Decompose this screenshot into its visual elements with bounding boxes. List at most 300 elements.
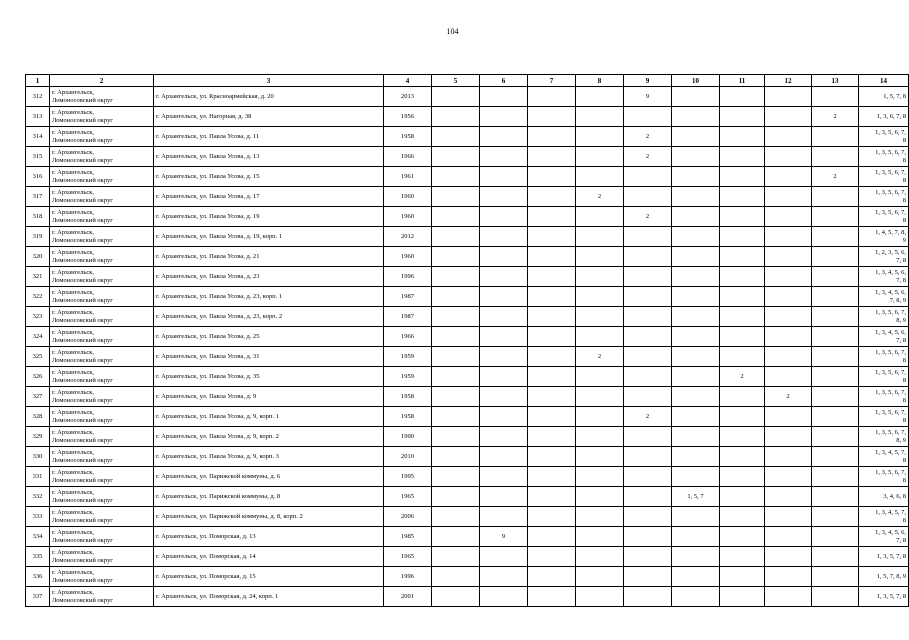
address-cell: г. Архангельск, ул. Павла Усова, д. 9, корп. 3 xyxy=(154,447,384,467)
district-cell xyxy=(50,547,154,567)
col5-cell xyxy=(432,147,480,167)
district-cell xyxy=(50,427,154,447)
year-cell: 2012 xyxy=(384,227,432,247)
col9-cell xyxy=(624,347,672,367)
district-okrug: Ломоносовский округ xyxy=(52,556,113,564)
district-okrug: Ломоносовский округ xyxy=(52,476,113,484)
col13-cell xyxy=(812,567,859,587)
row-number: 331 xyxy=(26,467,50,487)
col7-cell xyxy=(528,107,576,127)
col14-cell xyxy=(859,567,909,587)
col5-cell xyxy=(432,327,480,347)
district-okrug: Ломоносовский округ xyxy=(52,596,113,604)
col14-line2: 7, 8 xyxy=(896,256,906,264)
col7-cell xyxy=(528,547,576,567)
col9-cell: 9 xyxy=(624,87,672,107)
col14-line1: 1, 3, 4, 5, 6, xyxy=(875,268,906,276)
address-cell: г. Архангельск, ул. Парижской коммуны, д. 8, корп. 2 xyxy=(154,507,384,527)
col11-cell xyxy=(720,327,765,347)
table-row xyxy=(26,87,909,107)
col12-cell xyxy=(765,347,812,367)
col5-cell xyxy=(432,347,480,367)
col9-cell xyxy=(624,307,672,327)
row-number: 333 xyxy=(26,507,50,527)
table-row xyxy=(26,467,909,487)
column-header: 12 xyxy=(765,75,812,87)
col14-line1: 1, 3, 5, 6, 7, xyxy=(875,308,906,316)
col11-cell xyxy=(720,347,765,367)
col14-line2: 7, 8 xyxy=(896,536,906,544)
col11-cell xyxy=(720,227,765,247)
col13-cell xyxy=(812,487,859,507)
col12-cell xyxy=(765,547,812,567)
year-cell: 1966 xyxy=(384,147,432,167)
table-row xyxy=(26,387,909,407)
col10-cell xyxy=(672,447,720,467)
col9-cell: 2 xyxy=(624,147,672,167)
col13-cell xyxy=(812,367,859,387)
column-header: 3 xyxy=(154,75,384,87)
col13-cell xyxy=(812,227,859,247)
col8-cell xyxy=(576,267,624,287)
district-cell xyxy=(50,407,154,427)
col8-cell xyxy=(576,227,624,247)
district-city: г. Архангельск, xyxy=(52,208,94,216)
col14-line1: 1, 3, 5, 6, 7, xyxy=(875,368,906,376)
col9-cell xyxy=(624,487,672,507)
col13-cell xyxy=(812,407,859,427)
col13-cell xyxy=(812,87,859,107)
col7-cell xyxy=(528,187,576,207)
district-cell xyxy=(50,527,154,547)
col14-line1: 1, 3, 5, 6, 7, xyxy=(875,168,906,176)
district-city: г. Архангельск, xyxy=(52,468,94,476)
district-city: г. Архангельск, xyxy=(52,568,94,576)
col5-cell xyxy=(432,267,480,287)
row-number: 326 xyxy=(26,367,50,387)
col11-cell xyxy=(720,467,765,487)
col9-cell xyxy=(624,287,672,307)
table-row xyxy=(26,287,909,307)
address-cell: г. Архангельск, ул. Павла Усова, д. 25 xyxy=(154,327,384,347)
year-cell: 2010 xyxy=(384,447,432,467)
address-cell: г. Архангельск, ул. Павла Усова, д. 21 xyxy=(154,247,384,267)
col12-cell: 2 xyxy=(765,387,812,407)
col11-cell xyxy=(720,167,765,187)
col9-cell xyxy=(624,447,672,467)
row-number: 335 xyxy=(26,547,50,567)
col14-cell xyxy=(859,167,909,187)
table-row xyxy=(26,307,909,327)
col8-cell xyxy=(576,507,624,527)
col14-line2: 8 xyxy=(902,176,906,184)
col14-cell xyxy=(859,387,909,407)
table-row xyxy=(26,587,909,607)
table-row xyxy=(26,547,909,567)
col14-line2: 9 xyxy=(902,236,906,244)
district-okrug: Ломоносовский округ xyxy=(52,336,113,344)
table-row xyxy=(26,527,909,547)
col13-cell xyxy=(812,587,859,607)
year-cell: 1996 xyxy=(384,567,432,587)
col13-cell xyxy=(812,527,859,547)
col11-cell xyxy=(720,267,765,287)
col10-cell xyxy=(672,327,720,347)
district-city: г. Архангельск, xyxy=(52,88,94,96)
district-okrug: Ломоносовский округ xyxy=(52,256,113,264)
col9-cell xyxy=(624,227,672,247)
col11-cell xyxy=(720,147,765,167)
col8-cell xyxy=(576,487,624,507)
address-cell: г. Архангельск, ул. Павла Усова, д. 15 xyxy=(154,167,384,187)
col5-cell xyxy=(432,427,480,447)
col6-cell xyxy=(480,327,528,347)
address-cell: г. Архангельск, ул. Поморская, д. 24, корп. 1 xyxy=(154,587,384,607)
col8-cell xyxy=(576,127,624,147)
col13-cell xyxy=(812,327,859,347)
col6-cell xyxy=(480,427,528,447)
year-cell: 2001 xyxy=(384,587,432,607)
col13-cell xyxy=(812,447,859,467)
col12-cell xyxy=(765,327,812,347)
col11-cell xyxy=(720,107,765,127)
col10-cell xyxy=(672,507,720,527)
col14-line1: 1, 2, 3, 5, 6, xyxy=(875,248,906,256)
col14-line2: 8 xyxy=(902,156,906,164)
col14-cell xyxy=(859,187,909,207)
table-row xyxy=(26,427,909,447)
col14-line2: 8 xyxy=(902,376,906,384)
table-row xyxy=(26,147,909,167)
address-cell: г. Архангельск, ул. Павла Усова, д. 23, корп. 2 xyxy=(154,307,384,327)
col7-cell xyxy=(528,127,576,147)
district-cell xyxy=(50,307,154,327)
year-cell: 1987 xyxy=(384,287,432,307)
col9-cell xyxy=(624,587,672,607)
year-cell: 1996 xyxy=(384,267,432,287)
col10-cell xyxy=(672,467,720,487)
district-cell xyxy=(50,187,154,207)
col9-cell xyxy=(624,367,672,387)
col13-cell xyxy=(812,547,859,567)
column-header: 13 xyxy=(812,75,859,87)
col10-cell xyxy=(672,567,720,587)
col11-cell: 2 xyxy=(720,367,765,387)
year-cell: 1961 xyxy=(384,167,432,187)
col14-line2: 8 xyxy=(902,196,906,204)
district-city: г. Архангельск, xyxy=(52,448,94,456)
row-number: 330 xyxy=(26,447,50,467)
address-cell: г. Архангельск, ул. Павла Усова, д. 19, корп. 1 xyxy=(154,227,384,247)
district-okrug: Ломоносовский округ xyxy=(52,516,113,524)
col14-cell xyxy=(859,87,909,107)
col14-cell xyxy=(859,207,909,227)
table-row xyxy=(26,567,909,587)
col14-line1: 1, 3, 4, 5, 7, xyxy=(875,448,906,456)
col5-cell xyxy=(432,487,480,507)
col10-cell xyxy=(672,587,720,607)
col14-cell xyxy=(859,267,909,287)
column-header: 2 xyxy=(50,75,154,87)
col11-cell xyxy=(720,507,765,527)
col10-cell xyxy=(672,207,720,227)
column-header: 9 xyxy=(624,75,672,87)
column-header: 8 xyxy=(576,75,624,87)
col14-cell xyxy=(859,407,909,427)
column-header: 14 xyxy=(859,75,909,87)
col9-cell: 2 xyxy=(624,127,672,147)
col14-cell xyxy=(859,247,909,267)
col14-line1: 1, 4, 5, 7, 8, xyxy=(875,228,906,236)
row-number: 332 xyxy=(26,487,50,507)
col8-cell xyxy=(576,567,624,587)
district-city: г. Архангельск, xyxy=(52,188,94,196)
col14-line2: 8 xyxy=(902,476,906,484)
col7-cell xyxy=(528,327,576,347)
col10-cell xyxy=(672,267,720,287)
district-okrug: Ломоносовский округ xyxy=(52,96,113,104)
district-cell xyxy=(50,287,154,307)
district-cell xyxy=(50,367,154,387)
row-number: 324 xyxy=(26,327,50,347)
col10-cell xyxy=(672,527,720,547)
col14-cell xyxy=(859,467,909,487)
col9-cell xyxy=(624,187,672,207)
address-cell: г. Архангельск, ул. Поморская, д. 14 xyxy=(154,547,384,567)
address-cell: г. Архангельск, ул. Павла Усова, д. 13 xyxy=(154,147,384,167)
col14-cell xyxy=(859,507,909,527)
district-city: г. Архангельск, xyxy=(52,588,94,596)
col6-cell xyxy=(480,567,528,587)
table-row xyxy=(26,207,909,227)
col9-cell xyxy=(624,327,672,347)
col6-cell xyxy=(480,407,528,427)
col8-cell xyxy=(576,407,624,427)
col11-cell xyxy=(720,587,765,607)
district-okrug: Ломоносовский округ xyxy=(52,296,113,304)
col7-cell xyxy=(528,267,576,287)
col7-cell xyxy=(528,447,576,467)
district-okrug: Ломоносовский округ xyxy=(52,156,113,164)
col9-cell xyxy=(624,107,672,127)
col14-cell xyxy=(859,587,909,607)
col11-cell xyxy=(720,447,765,467)
table-row xyxy=(26,127,909,147)
col7-cell xyxy=(528,227,576,247)
year-cell: 1987 xyxy=(384,307,432,327)
col6-cell xyxy=(480,287,528,307)
col14-line2: 8, 9 xyxy=(896,316,906,324)
district-city: г. Архангельск, xyxy=(52,388,94,396)
district-cell xyxy=(50,587,154,607)
col14-cell xyxy=(859,127,909,147)
table-row xyxy=(26,407,909,427)
col10-cell xyxy=(672,247,720,267)
col8-cell: 2 xyxy=(576,187,624,207)
col13-cell xyxy=(812,147,859,167)
column-header: 6 xyxy=(480,75,528,87)
col6-cell: 9 xyxy=(480,527,528,547)
col8-cell xyxy=(576,147,624,167)
col10-cell xyxy=(672,127,720,147)
year-cell: 1960 xyxy=(384,187,432,207)
col14-cell xyxy=(859,287,909,307)
row-number: 319 xyxy=(26,227,50,247)
col14-line1: 1, 3, 5, 6, 7, xyxy=(875,388,906,396)
district-cell xyxy=(50,87,154,107)
year-cell: 1990 xyxy=(384,427,432,447)
table-row xyxy=(26,227,909,247)
year-cell: 1966 xyxy=(384,327,432,347)
col6-cell xyxy=(480,387,528,407)
col9-cell xyxy=(624,267,672,287)
col6-cell xyxy=(480,167,528,187)
col14-cell xyxy=(859,327,909,347)
table-row xyxy=(26,447,909,467)
address-cell: г. Архангельск, ул. Нагорная, д. 38 xyxy=(154,107,384,127)
district-cell xyxy=(50,247,154,267)
col14-line1: 1, 3, 5, 6, 7, xyxy=(875,468,906,476)
col11-cell xyxy=(720,527,765,547)
col10-cell: 1, 5, 7 xyxy=(672,487,720,507)
col6-cell xyxy=(480,147,528,167)
district-okrug: Ломоносовский округ xyxy=(52,136,113,144)
col9-cell xyxy=(624,167,672,187)
row-number: 312 xyxy=(26,87,50,107)
col5-cell xyxy=(432,167,480,187)
row-number: 336 xyxy=(26,567,50,587)
col6-cell xyxy=(480,247,528,267)
col13-cell xyxy=(812,207,859,227)
col12-cell xyxy=(765,507,812,527)
col8-cell xyxy=(576,247,624,267)
col6-cell xyxy=(480,547,528,567)
column-header: 5 xyxy=(432,75,480,87)
col5-cell xyxy=(432,527,480,547)
col7-cell xyxy=(528,387,576,407)
col14-line1: 1, 3, 5, 6, 7, xyxy=(875,348,906,356)
district-cell xyxy=(50,147,154,167)
address-cell: г. Архангельск, ул. Павла Усова, д. 23 xyxy=(154,267,384,287)
col11-cell xyxy=(720,87,765,107)
col13-cell xyxy=(812,187,859,207)
col7-cell xyxy=(528,347,576,367)
col14-line1: 1, 3, 5, 6, 7, xyxy=(875,128,906,136)
col13-cell xyxy=(812,247,859,267)
row-number: 334 xyxy=(26,527,50,547)
district-cell xyxy=(50,267,154,287)
col14-line2: 8 xyxy=(902,416,906,424)
col9-cell: 2 xyxy=(624,407,672,427)
district-okrug: Ломоносовский округ xyxy=(52,536,113,544)
col12-cell xyxy=(765,247,812,267)
col7-cell xyxy=(528,287,576,307)
col5-cell xyxy=(432,587,480,607)
district-cell xyxy=(50,207,154,227)
col11-cell xyxy=(720,427,765,447)
table-row xyxy=(26,367,909,387)
col10-cell xyxy=(672,387,720,407)
col7-cell xyxy=(528,167,576,187)
col12-cell xyxy=(765,447,812,467)
address-cell: г. Архангельск, ул. Павла Усова, д. 23, корп. 1 xyxy=(154,287,384,307)
col8-cell xyxy=(576,167,624,187)
col14-cell xyxy=(859,527,909,547)
col8-cell xyxy=(576,307,624,327)
table-body xyxy=(26,87,909,607)
page-number: 104 xyxy=(446,27,459,36)
district-okrug: Ломоносовский округ xyxy=(52,236,113,244)
row-number: 316 xyxy=(26,167,50,187)
col6-cell xyxy=(480,507,528,527)
year-cell: 1958 xyxy=(384,387,432,407)
district-city: г. Архангельск, xyxy=(52,148,94,156)
col6-cell xyxy=(480,87,528,107)
year-cell: 2006 xyxy=(384,507,432,527)
col5-cell xyxy=(432,567,480,587)
column-header: 7 xyxy=(528,75,576,87)
col8-cell: 2 xyxy=(576,347,624,367)
col14-cell xyxy=(859,147,909,167)
header-row xyxy=(26,75,909,87)
col5-cell xyxy=(432,547,480,567)
col7-cell xyxy=(528,487,576,507)
col12-cell xyxy=(765,367,812,387)
district-city: г. Архангельск, xyxy=(52,248,94,256)
col7-cell xyxy=(528,87,576,107)
col5-cell xyxy=(432,107,480,127)
col8-cell xyxy=(576,427,624,447)
col11-cell xyxy=(720,247,765,267)
col6-cell xyxy=(480,587,528,607)
col7-cell xyxy=(528,367,576,387)
table-row xyxy=(26,187,909,207)
col5-cell xyxy=(432,207,480,227)
col8-cell xyxy=(576,387,624,407)
district-okrug: Ломоносовский округ xyxy=(52,196,113,204)
row-number: 328 xyxy=(26,407,50,427)
row-number: 320 xyxy=(26,247,50,267)
col12-cell xyxy=(765,487,812,507)
district-city: г. Архангельск, xyxy=(52,368,94,376)
col12-cell xyxy=(765,267,812,287)
col14-line1: 1, 5, 7, 8, 9 xyxy=(876,572,906,580)
col14-line1: 1, 3, 5, 6, 7, xyxy=(875,208,906,216)
col12-cell xyxy=(765,407,812,427)
col5-cell xyxy=(432,227,480,247)
col9-cell xyxy=(624,527,672,547)
year-cell: 2013 xyxy=(384,87,432,107)
row-number: 337 xyxy=(26,587,50,607)
col14-cell xyxy=(859,547,909,567)
district-cell xyxy=(50,227,154,247)
row-number: 325 xyxy=(26,347,50,367)
address-cell: г. Архангельск, ул. Павла Усова, д. 35 xyxy=(154,367,384,387)
district-city: г. Архангельск, xyxy=(52,508,94,516)
address-cell: г. Архангельск, ул. Павла Усова, д. 11 xyxy=(154,127,384,147)
year-cell: 1985 xyxy=(384,527,432,547)
col7-cell xyxy=(528,527,576,547)
col7-cell xyxy=(528,467,576,487)
row-number: 313 xyxy=(26,107,50,127)
col7-cell xyxy=(528,207,576,227)
col11-cell xyxy=(720,547,765,567)
col14-line1: 1, 3, 5, 7, 8 xyxy=(876,592,906,600)
col10-cell xyxy=(672,427,720,447)
district-cell xyxy=(50,447,154,467)
row-number: 318 xyxy=(26,207,50,227)
column-header: 10 xyxy=(672,75,720,87)
